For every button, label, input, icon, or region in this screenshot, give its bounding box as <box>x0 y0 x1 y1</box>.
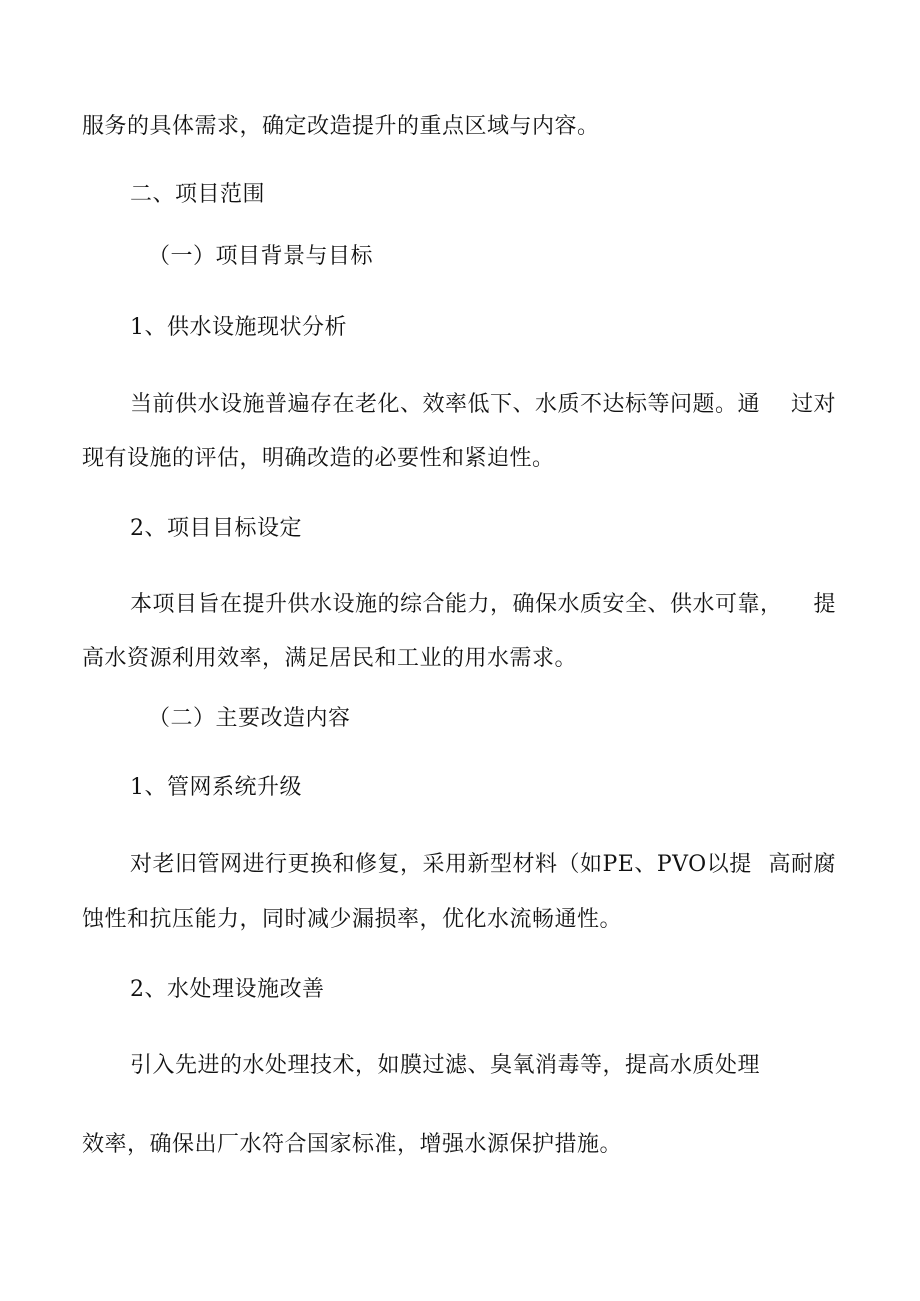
paragraph-text: 本项目旨在提升供水设施的综合能力，确保水质安全、供水可靠， <box>130 592 783 617</box>
item-heading: 2、水处理设施改善 <box>130 977 325 1002</box>
paragraph-line: 引入先进的水处理技术，如膜过滤、臭氧消毒等，提高水质处理 <box>130 1053 761 1078</box>
subsection-heading: （二）主要改造内容 <box>148 706 351 731</box>
subsection-heading: （一）项目背景与目标 <box>148 244 374 269</box>
paragraph-text-end: 提 <box>813 592 836 617</box>
item-heading: 1、管网系统升级 <box>130 775 302 800</box>
paragraph-line: 效率，确保出厂水符合国家标准，增强水源保护措施。 <box>82 1132 623 1157</box>
paragraph-text: 对老旧管网进行更换和修复，采用新型材料（如PE、PVO以提 <box>130 852 752 877</box>
paragraph-line <box>130 390 836 420</box>
paragraph-line: 蚀性和抗压能力，同时减少漏损率，优化水流畅通性。 <box>82 907 623 932</box>
paragraph-text-end: 高耐腐 <box>768 852 836 877</box>
paragraph-line <box>130 590 836 620</box>
section-heading: 二、项目范围 <box>130 182 266 207</box>
item-heading: 2、项目目标设定 <box>130 516 302 541</box>
paragraph-continuation: 服务的具体需求，确定改造提升的重点区域与内容。 <box>82 114 600 139</box>
item-heading: 1、供水设施现状分析 <box>130 315 347 340</box>
paragraph-line <box>130 850 836 880</box>
paragraph-text: 当前供水设施普遍存在老化、效率低下、水质不达标等问题。通 <box>130 392 761 417</box>
paragraph-text-end: 过对 <box>790 392 836 417</box>
paragraph-line: 现有设施的评估，明确改造的必要性和紧迫性。 <box>82 446 555 471</box>
paragraph-line: 高水资源利用效率，满足居民和工业的用水需求。 <box>82 646 578 671</box>
